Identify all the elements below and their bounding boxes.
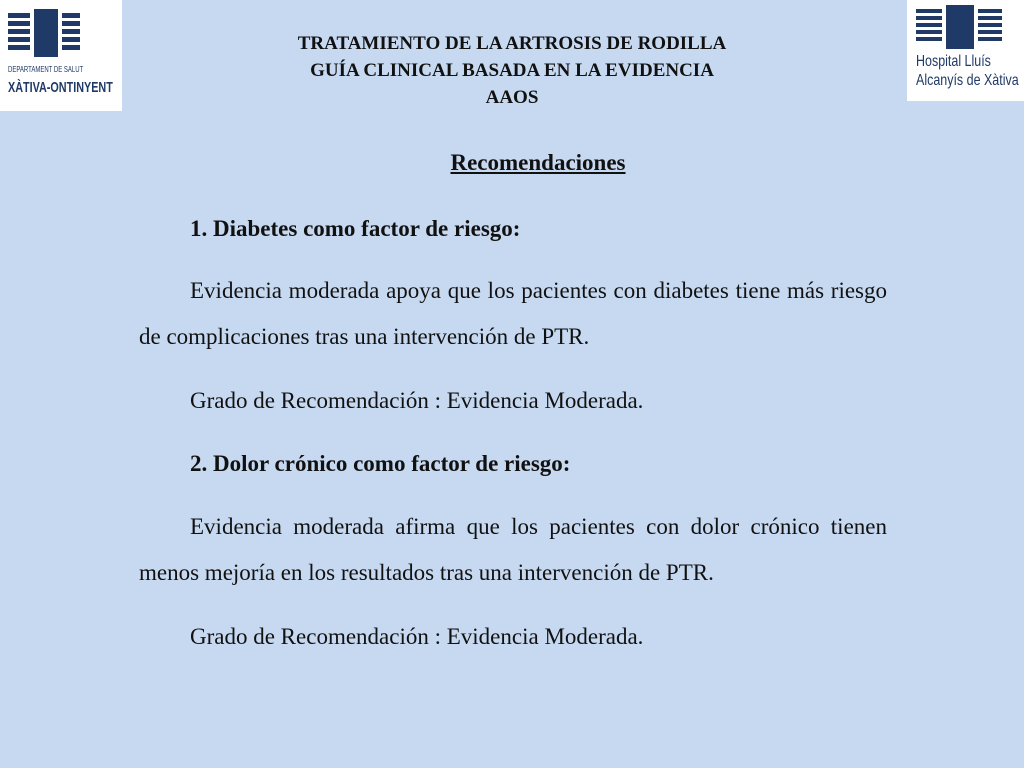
department-logo <box>0 0 122 111</box>
header-subtitle: GUÍA CLINICAL BASADA EN LA EVIDENCIA <box>310 60 714 81</box>
hospital-logo <box>907 0 1024 101</box>
item1-grade: Grado de Recomendación : Evidencia Moderada. <box>190 388 644 413</box>
item1-text: Evidencia moderada apoya que los pacientes con diabetes tiene más riesgo de complicaciones tras una intervención de PTR. <box>139 278 887 349</box>
building-icon <box>8 9 80 57</box>
department-logo-line2: XÀTIVA-ONTINYENT <box>8 79 113 96</box>
item1-heading: 1. Diabetes como factor de riesgo: <box>190 216 521 241</box>
hospital-logo-line2: Alcanyís de Xàtiva <box>916 72 1019 89</box>
item2-grade: Grado de Recomendación : Evidencia Moderada. <box>190 624 644 649</box>
section-title: Recomendaciones <box>450 150 626 175</box>
building-icon <box>916 5 1002 49</box>
department-logo-line1: DEPARTAMENT DE SALUT <box>8 65 84 74</box>
item2-text: Evidencia moderada afirma que los pacientes con dolor crónico tienen menos mejoría en los resultados tras una intervención de PTR. <box>139 514 887 585</box>
header-source: AAOS <box>485 87 539 108</box>
slide-header <box>200 30 824 111</box>
item2-heading: 2. Dolor crónico como factor de riesgo: <box>190 451 571 476</box>
header-title: TRATAMIENTO DE LA ARTROSIS DE RODILLA <box>297 33 727 54</box>
hospital-logo-line1: Hospital Lluís <box>916 53 991 70</box>
